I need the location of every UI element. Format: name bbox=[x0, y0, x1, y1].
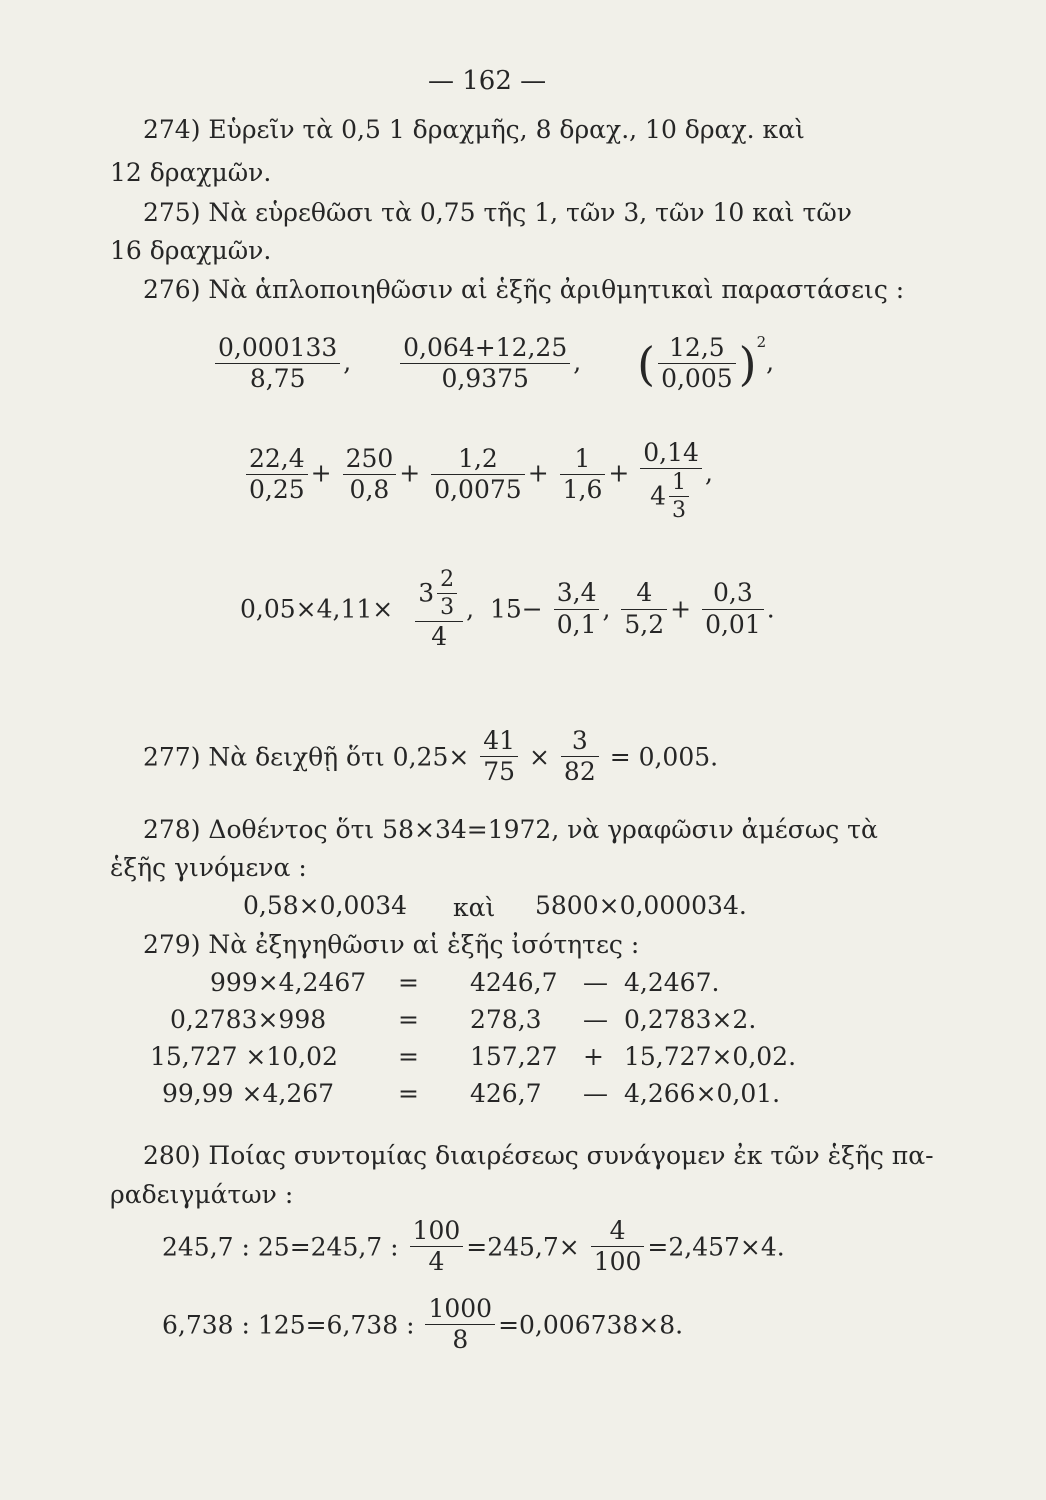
problem-278-line1: 278) Δοθέντος ὅτι 58×34=1972, νὰ γραφῶσιν ἀμέσως τὰ bbox=[143, 815, 878, 844]
fraction: $\frac{1,2}{0,0075}$ bbox=[431, 446, 524, 504]
complex-fraction: 3 $\frac{2}{3}$ 4 bbox=[415, 568, 463, 650]
expression-row-1: $\frac{0,000133}{8,75}$ , $\frac{0,064+12,25}{0,9375}$ , ( $\frac{12,5}{0,005}$ )$^2$, bbox=[212, 335, 774, 393]
problem-275-line2: 16 δραχμῶν. bbox=[110, 236, 272, 265]
expression-row-3: 0,05×4,11× 3 $\frac{2}{3}$ 4 , 15− $\frac{3,4}{0,1}$ , $\frac{4}{5,2}$ + $\frac{0,3}{0,01}$ . bbox=[240, 567, 775, 652]
problem-278-expr2: 5800×0,000034. bbox=[535, 891, 747, 920]
problem-280-example-1: 245,7 : 25=245,7 : $\frac{100}{4}$ =245,7× $\frac{4}{100}$ =2,457×4. bbox=[162, 1216, 785, 1277]
expression-row-2: $\frac{22,4}{0,25}$ + $\frac{250}{0,8}$ + $\frac{1,2}{0,0075}$ + $\frac{1}{1,6}$ + 0,14 4 $\frac{1}{3}$ , bbox=[243, 440, 713, 522]
problem-280-line1: 280) Ποίας συντομίας διαιρέσεως συνάγομεν ἐκ τῶν ἑξῆς πα- bbox=[143, 1141, 934, 1170]
identities-table bbox=[150, 970, 850, 1118]
identity-row: 0,2783×998 = 278,3 — 0,2783×2. bbox=[170, 1005, 757, 1034]
fraction: $\frac{0,064+12,25}{0,9375}$ bbox=[400, 335, 570, 393]
fraction: $\frac{3}{82}$ bbox=[561, 728, 599, 786]
problem-277: 277) Νὰ δειχθῇ ὅτι 0,25× $\frac{41}{75}$ × $\frac{3}{82}$ = 0,005. bbox=[143, 726, 719, 787]
problem-279-line1: 279) Νὰ ἐξηγηθῶσιν αἱ ἑξῆς ἰσότητες : bbox=[143, 930, 640, 959]
identity-row: 99,99 ×4,267 = 426,7 — 4,266×0,01. bbox=[162, 1079, 781, 1108]
problem-275-line1: 275) Νὰ εὑρεθῶσι τὰ 0,75 τῆς 1, τῶν 3, τῶν 10 καὶ τῶν bbox=[143, 198, 852, 227]
problem-274-line2: 12 δραχμῶν. bbox=[110, 158, 272, 187]
fraction: $\frac{4}{100}$ bbox=[591, 1218, 645, 1276]
identity-row: 15,727 ×10,02 = 157,27 + 15,727×0,02. bbox=[150, 1042, 797, 1071]
fraction: $\frac{12,5}{0,005}$ bbox=[658, 335, 736, 393]
fraction: $\frac{22,4}{0,25}$ bbox=[246, 446, 308, 504]
fraction: $\frac{1}{1,6}$ bbox=[560, 446, 606, 504]
fraction: $\frac{4}{5,2}$ bbox=[621, 580, 667, 638]
fraction: $\frac{41}{75}$ bbox=[480, 728, 518, 786]
fraction: $\frac{1000}{8}$ bbox=[425, 1296, 495, 1354]
fraction: $\frac{250}{0,8}$ bbox=[343, 446, 397, 504]
problem-278-expr1: 0,58×0,0034 bbox=[243, 891, 408, 920]
problem-280-line2: ραδειγμάτων : bbox=[110, 1180, 294, 1209]
identity-row: 999×4,2467 = 4246,7 — 4,2467. bbox=[210, 968, 720, 997]
problem-278-line2: ἑξῆς γινόμενα : bbox=[110, 853, 307, 882]
fraction: $\frac{0,3}{0,01}$ bbox=[702, 580, 764, 638]
fraction: $\frac{100}{4}$ bbox=[410, 1218, 464, 1276]
problem-274-line1: 274) Εὑρεῖν τὰ 0,5 1 δραχμῆς, 8 δραχ., 10 δραχ. καὶ bbox=[143, 115, 805, 144]
page-number: — 162 — bbox=[428, 66, 547, 96]
problem-280-example-2: 6,738 : 125=6,738 : $\frac{1000}{8}$ =0,006738×8. bbox=[162, 1294, 684, 1355]
problem-276-line1: 276) Νὰ ἁπλοποιηθῶσιν αἱ ἑξῆς ἀριθμητικαὶ παραστάσεις : bbox=[143, 275, 905, 304]
fraction: $\frac{3,4}{0,1}$ bbox=[554, 580, 600, 638]
complex-fraction: 0,14 4 $\frac{1}{3}$ bbox=[640, 440, 702, 522]
fraction: $\frac{0,000133}{8,75}$ bbox=[215, 335, 340, 393]
problem-278-conj: καὶ bbox=[453, 893, 496, 922]
